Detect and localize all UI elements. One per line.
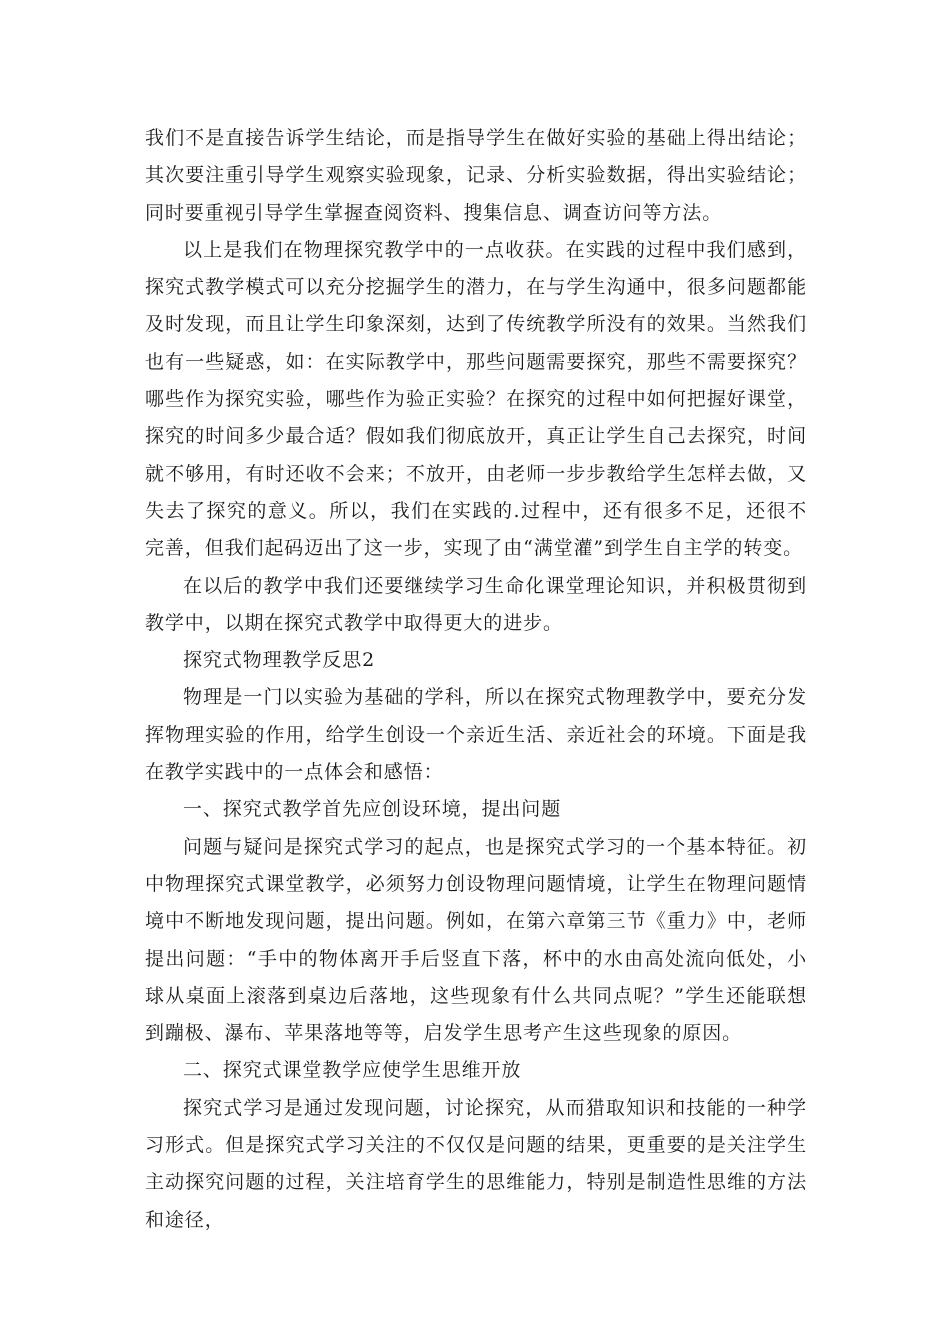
paragraph-5: 问题与疑问是探究式学习的起点，也是探究式学习的一个基本特征。初中物理探究式课堂教学，必须努力创设物理问题情境，让学生在物理问题情境中不断地发现问题，提出问题。例如，在第六章第三节《重力》中，老师提出问题：“手中的物体离开手后竖直下落，杯中的水由高处流向低处，小球从桌面上滚落到桌边后落地，这些现象有什么共同点呢？”学生还能联想到蹦极、瀑布、苹果落地等等，启发学生思考产生这些现象的原因。 xyxy=(145,835,807,1045)
paragraph-2: 以上是我们在物理探究教学中的一点收获。在实践的过程中我们感到，探究式教学模式可以充分挖掘学生的潜力，在与学生沟通中，很多问题都能及时发现，而且让学生印象深刻，达到了传统教学所没有的效果。当然我们也有一些疑惑，如：在实际教学中，那些问题需要探究，那些不需要探究？哪些作为探究实验，哪些作为验正实验？在探究的过程中如何把握好课堂，探究的时间多少最合适？假如我们彻底放开，真正让学生自己去探究，时间就不够用，有时还收不会来；不放开，由老师一步步教给学生怎样去做，又失去了探究的意义。所以，我们在实践的.过程中，还有很多不足，还很不完善，但我们起码迈出了这一步，实现了由“满堂灌”到学生自主学的转变。 xyxy=(145,238,807,560)
section-heading-1: 一、探究式教学首先应创设环境，提出问题 xyxy=(183,798,562,821)
paragraph-1: 我们不是直接告诉学生结论，而是指导学生在做好实验的基础上得出结论；其次要注重引导学生观察实验现象，记录、分析实验数据，得出实验结论；同时要重视引导学生掌握查阅资料、搜集信息、调查访问等方法。 xyxy=(145,127,807,224)
document-body xyxy=(145,120,807,1239)
paragraph-3: 在以后的教学中我们还要继续学习生命化课堂理论知识，并积极贯彻到教学中，以期在探究式教学中取得更大的进步。 xyxy=(145,574,807,634)
section-heading-reflection-2: 探究式物理教学反思2 xyxy=(183,649,376,672)
section-heading-2: 二、探究式课堂教学应使学生思维开放 xyxy=(183,1059,522,1082)
paragraph-6: 探究式学习是通过发现问题，讨论探究，从而猎取知识和技能的一种学习形式。但是探究式学习关注的不仅仅是问题的结果，更重要的是关注学生主动探究问题的过程，关注培育学生的思维能力，特别是制造性思维的方法和途径， xyxy=(145,1096,807,1231)
paragraph-4: 物理是一门以实验为基础的学科，所以在探究式物理教学中，要充分发挥物理实验的作用，给学生创设一个亲近生活、亲近社会的环境。下面是我在教学实践中的一点体会和感悟： xyxy=(145,686,807,784)
